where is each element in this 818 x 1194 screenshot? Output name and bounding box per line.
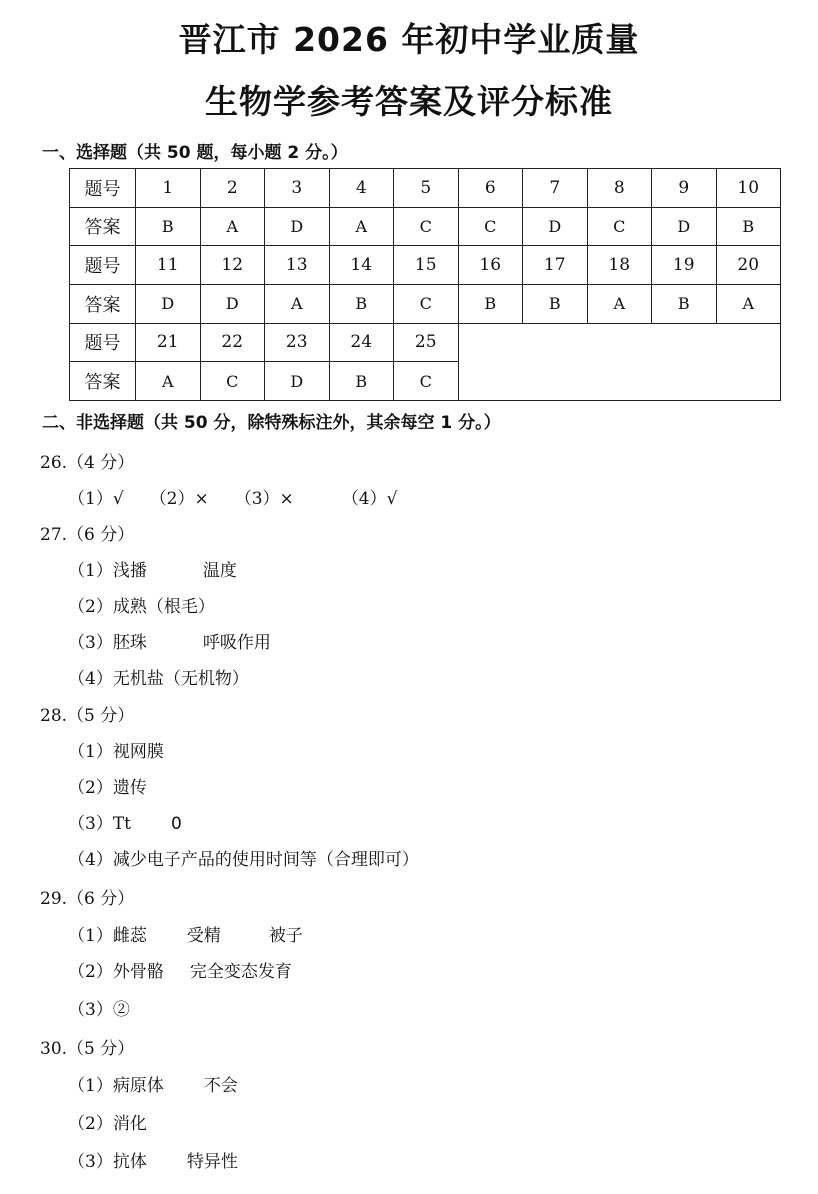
- answer-item: （3）Tt: [68, 814, 131, 834]
- question-number-cell: 19: [652, 246, 717, 285]
- empty-cell: [458, 323, 781, 400]
- question-27-title: 27.（6 分）: [40, 525, 135, 545]
- answer-item: 完全变态发育: [189, 962, 292, 982]
- answer-cell: B: [523, 284, 588, 323]
- answer-item: （3）抗体: [68, 1152, 147, 1172]
- answer-item: 被子: [268, 926, 303, 946]
- question-number-row: [70, 169, 781, 208]
- question-number-cell: 7: [523, 169, 588, 208]
- answer-cell: B: [329, 284, 394, 323]
- answer-item: （1）雌蕊: [68, 926, 147, 946]
- question-number-cell: 8: [587, 169, 652, 208]
- answer-cell: A: [265, 284, 330, 323]
- answer-item: （2）×: [149, 489, 209, 509]
- answer-cell: C: [394, 362, 459, 401]
- answer-cell: A: [587, 284, 652, 323]
- answer-item: 0: [171, 814, 182, 834]
- answer-item: 不会: [203, 1076, 238, 1096]
- answer-item: （1）√: [68, 489, 124, 509]
- section-heading-choice: 一、选择题（共 50 题，每小题 2 分。）: [42, 143, 348, 163]
- question-number-cell: 15: [394, 246, 459, 285]
- question-number-cell: 20: [716, 246, 781, 285]
- answer-cell: D: [265, 362, 330, 401]
- question-30-line-3: [68, 1150, 238, 1174]
- answer-cell: A: [200, 207, 265, 246]
- answer-item: （1）浅播: [68, 561, 147, 581]
- row-label-number: 题号: [70, 246, 136, 285]
- question-number-row: [70, 246, 781, 285]
- row-label-answer: 答案: [70, 284, 136, 323]
- answer-cell: C: [200, 362, 265, 401]
- question-number-cell: 17: [523, 246, 588, 285]
- answer-cell: D: [523, 207, 588, 246]
- answer-cell: C: [394, 284, 459, 323]
- question-27-line-2: （2）成熟（根毛）: [68, 597, 215, 617]
- row-label-answer: 答案: [70, 207, 136, 246]
- row-label-number: 题号: [70, 323, 136, 362]
- question-number-cell: 11: [136, 246, 201, 285]
- question-number-cell: 9: [652, 169, 717, 208]
- question-29-line-1: [68, 924, 303, 948]
- answer-table: [69, 168, 781, 401]
- question-28-line-2: （2）遗传: [68, 778, 147, 798]
- question-29-line-2: [68, 960, 292, 984]
- question-30-line-1: [68, 1074, 238, 1098]
- question-number-cell: 16: [458, 246, 523, 285]
- question-30-line-2: （2）消化: [68, 1114, 147, 1134]
- answer-item: （3）胚珠: [68, 633, 147, 653]
- question-number-cell: 21: [136, 323, 201, 362]
- question-number-cell: 10: [716, 169, 781, 208]
- question-number-cell: 23: [265, 323, 330, 362]
- answer-item: （4）√: [341, 489, 398, 509]
- question-26-answers: [68, 487, 397, 511]
- answer-item: 特异性: [186, 1152, 238, 1172]
- question-number-cell: 6: [458, 169, 523, 208]
- answer-cell: B: [329, 362, 394, 401]
- question-27-line-3: [68, 631, 271, 655]
- question-number-cell: 22: [200, 323, 265, 362]
- question-28-line-4: （4）减少电子产品的使用时间等（合理即可）: [68, 850, 419, 870]
- answer-cell: B: [716, 207, 781, 246]
- answer-item: 受精: [186, 926, 221, 946]
- question-29-title: 29.（6 分）: [40, 889, 135, 909]
- answer-cell: D: [136, 284, 201, 323]
- answer-item: （1）病原体: [68, 1076, 164, 1096]
- question-number-row: [70, 323, 781, 362]
- answer-row: [70, 207, 781, 246]
- question-number-cell: 14: [329, 246, 394, 285]
- answer-item: （3）×: [234, 489, 294, 509]
- answer-cell: C: [394, 207, 459, 246]
- answer-cell: A: [716, 284, 781, 323]
- page-subtitle: 生物学参考答案及评分标准: [205, 82, 613, 121]
- question-28-title: 28.（5 分）: [40, 706, 135, 726]
- answer-cell: D: [652, 207, 717, 246]
- question-27-line-4: （4）无机盐（无机物）: [68, 669, 249, 689]
- question-number-cell: 18: [587, 246, 652, 285]
- answer-row: [70, 284, 781, 323]
- answer-cell: C: [587, 207, 652, 246]
- question-number-cell: 1: [136, 169, 201, 208]
- question-27-line-1: [68, 559, 237, 583]
- answer-cell: C: [458, 207, 523, 246]
- question-29-line-3: （3）②: [68, 1000, 130, 1020]
- section-heading-nonchoice: 二、非选择题（共 50 分，除特殊标注外，其余每空 1 分。）: [42, 413, 501, 433]
- question-26-title: 26.（4 分）: [40, 453, 135, 473]
- answer-cell: A: [329, 207, 394, 246]
- row-label-number: 题号: [70, 169, 136, 208]
- question-number-cell: 24: [329, 323, 394, 362]
- question-number-cell: 25: [394, 323, 459, 362]
- answer-cell: B: [652, 284, 717, 323]
- question-number-cell: 12: [200, 246, 265, 285]
- answer-cell: A: [136, 362, 201, 401]
- answer-cell: D: [200, 284, 265, 323]
- question-28-line-1: （1）视网膜: [68, 742, 164, 762]
- question-number-cell: 3: [265, 169, 330, 208]
- answer-item: 呼吸作用: [202, 633, 271, 653]
- question-number-cell: 13: [265, 246, 330, 285]
- answer-cell: B: [136, 207, 201, 246]
- question-30-title: 30.（5 分）: [40, 1039, 135, 1059]
- answer-cell: B: [458, 284, 523, 323]
- answer-item: （2）外骨骼: [68, 962, 164, 982]
- answer-cell: D: [265, 207, 330, 246]
- row-label-answer: 答案: [70, 362, 136, 401]
- page-title: 晋江市 2026 年初中学业质量: [178, 20, 640, 59]
- question-number-cell: 5: [394, 169, 459, 208]
- question-28-line-3: [68, 812, 182, 836]
- answer-item: 温度: [202, 561, 237, 581]
- question-number-cell: 4: [329, 169, 394, 208]
- question-number-cell: 2: [200, 169, 265, 208]
